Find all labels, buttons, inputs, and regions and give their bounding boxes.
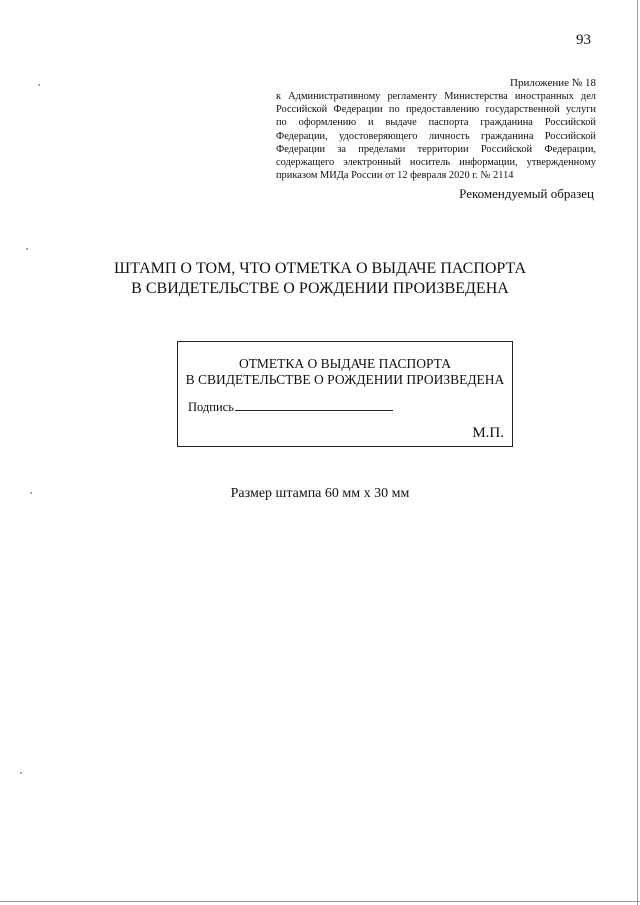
heading-line: ШТАМП О ТОМ, ЧТО ОТМЕТКА О ВЫДАЧЕ ПАСПОРТА — [113, 260, 527, 277]
appendix-line: содержащего электронный носитель информации, утвержденному — [276, 157, 596, 169]
appendix-line: Российской Федерации по предоставлению государственной услуги — [276, 104, 596, 116]
appendix-line: Федерации за пределами территории Российской Федерации, — [276, 143, 596, 155]
document-heading — [0, 259, 640, 299]
appendix-title: Приложение № 18 — [510, 77, 597, 89]
page-number: 93 — [576, 32, 591, 48]
signature-label: Подпись — [188, 400, 234, 414]
appendix-reference — [276, 90, 596, 182]
signature-line — [235, 400, 393, 411]
heading-line: В СВИДЕТЕЛЬСТВЕ О РОЖДЕНИИ ПРОИЗВЕДЕНА — [131, 280, 509, 297]
signature-row — [188, 400, 393, 415]
appendix-line: к Административному регламенту Министерства иностранных дел — [276, 91, 596, 102]
appendix-line: приказом МИДа России от 12 февраля 2020 г. № 2114 — [276, 170, 514, 182]
stamp-title-line: ОТМЕТКА О ВЫДАЧЕ ПАСПОРТА — [239, 356, 451, 371]
scan-edge-right — [637, 0, 638, 905]
scan-dot — [26, 248, 28, 250]
seal-place-label: М.П. — [472, 425, 504, 441]
stamp-sample-box — [177, 341, 513, 447]
scan-dot — [20, 772, 22, 774]
scan-dot — [38, 84, 40, 86]
stamp-title — [178, 356, 512, 388]
appendix-line: по оформлению и выдаче паспорта гражданина Российской — [276, 117, 596, 129]
stamp-title-line: В СВИДЕТЕЛЬСТВЕ О РОЖДЕНИИ ПРОИЗВЕДЕНА — [185, 372, 505, 387]
stamp-size-note: Размер штампа 60 мм х 30 мм — [230, 486, 410, 501]
scan-edge-bottom — [0, 901, 640, 902]
appendix-line: Федерации, удостоверяющего личность гражданина Российской — [276, 130, 596, 142]
recommended-sample-label: Рекомендуемый образец — [459, 186, 594, 201]
